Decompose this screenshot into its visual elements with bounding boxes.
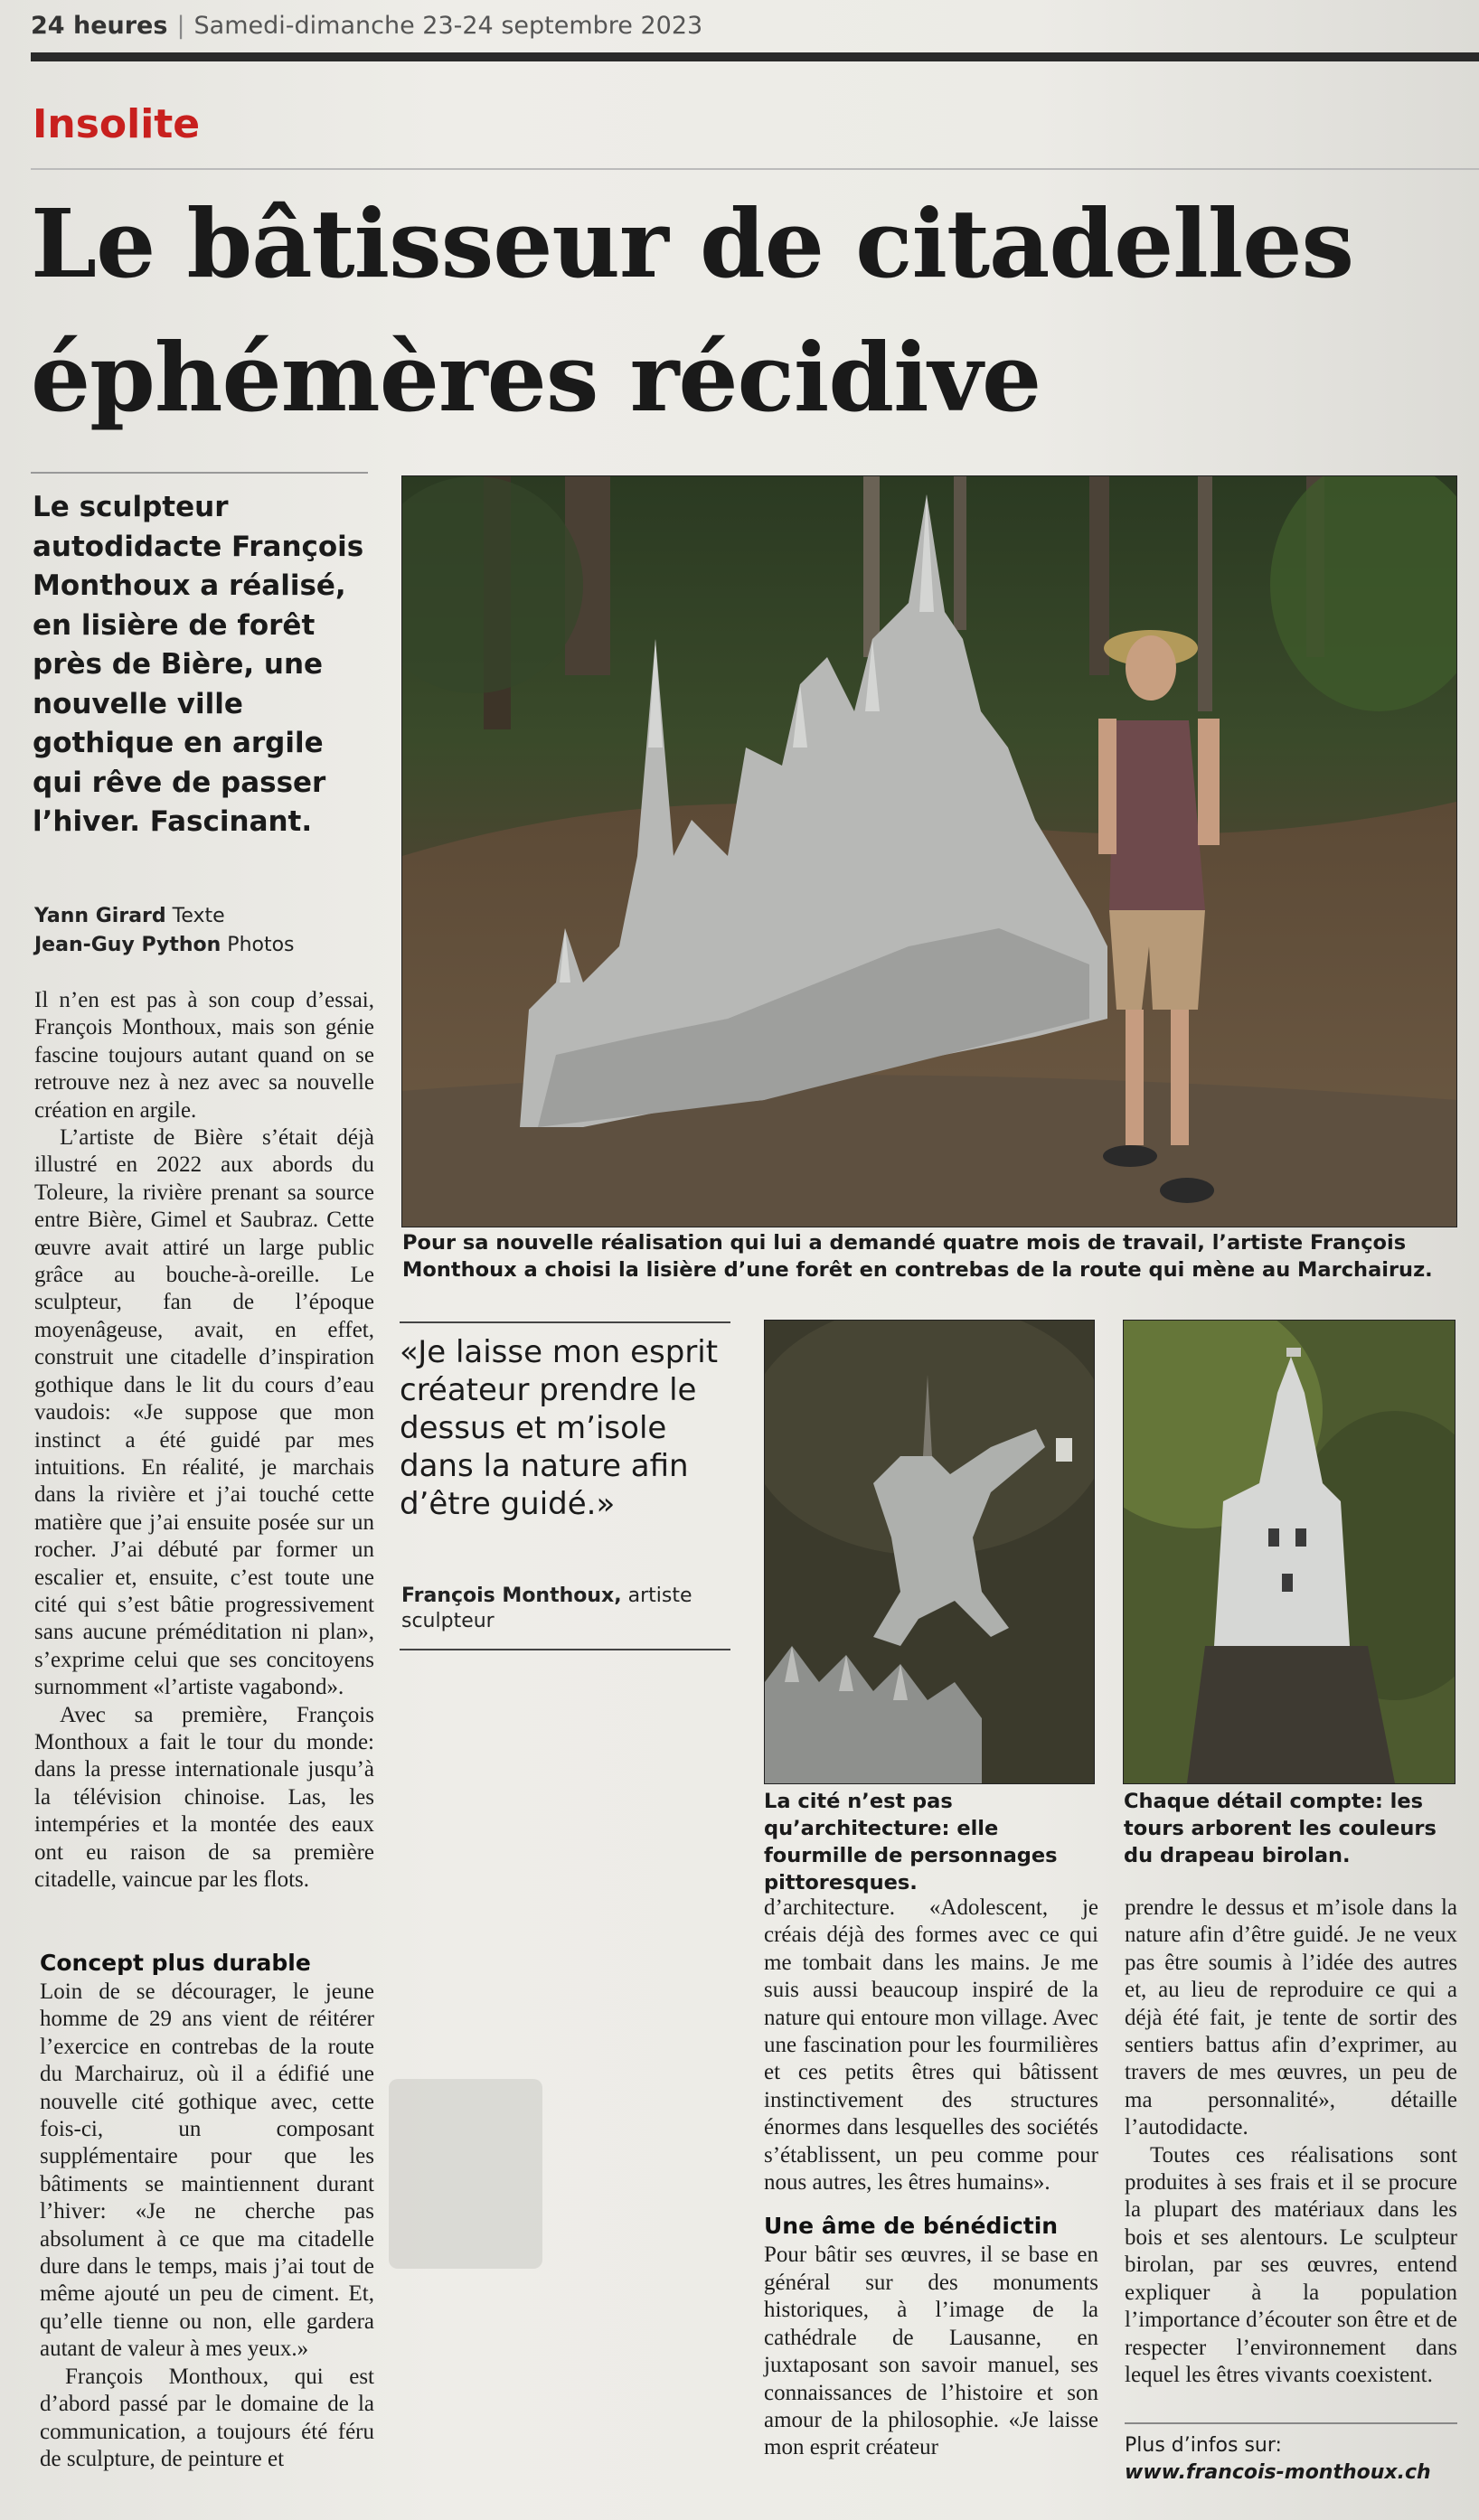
headline: Le bâtisseur de citadelles éphémères récidive xyxy=(31,188,1354,433)
byline-author-text: Yann Girard xyxy=(34,905,166,927)
paragraph: L’artiste de Bière s’était déjà illustré en 2022 aux abords du Toleure, la rivière prenant sa source entre Bière, Gimel et Saubraz. Cette œuvre avait attiré un large public grâce au bouche-à-oreille. Le sculpteur, fan de l’époque moyenâgeuse, avait, en effet, construit une citadelle d’inspiration gothique dans le lit du cours d’eau vaudois: «Je suppose que mon instinct a été guidé par mes intuitions. En réalité, je marchais dans la rivière et j’ai touché cette matière que j’ai ensuite posée sur un rocher. J’ai débuté par former un escalier et, ensuite, c’est toute une cité qui s’est bâtie progressivement sans aucune préméditation ni plan», s’exprime celui que ses concitoyens surnomment «l’artiste vagabond». xyxy=(34,1125,374,1700)
main-photo-citadel xyxy=(401,475,1457,1227)
photo-clay-figure xyxy=(764,1320,1095,1784)
masthead xyxy=(31,7,702,43)
article-column-1-bottom xyxy=(40,1950,374,2473)
clay-tower-caption: Chaque détail compte: les tours arborent les couleurs du drapeau birolan. xyxy=(1124,1790,1437,1867)
byline-author-photos: Jean-Guy Python xyxy=(34,934,221,956)
more-info-rule xyxy=(1125,2422,1457,2424)
more-info-label: Plus d’infos sur: xyxy=(1125,2434,1282,2457)
newspaper-brand: 24 heures xyxy=(31,11,168,40)
paragraph: Toutes ces réalisations sont produites à ses frais et il se procure la plupart des matériaux dans les bois et ses alentours. Le sculpteur birolan, par ses œuvres, entend expliquer à la population l’importance d’écouter son être et de respecter l’environnement dans lequel les êtres vivants coexistent. xyxy=(1125,2142,1457,2387)
paragraph: prendre le dessus et m’isole dans la nature afin d’être guidé. Je ne veux pas être soumis à l’idée des autres et, au lieu de reproduire ce qui a déjà été fait, je tente de sortir des sentiers battus afin d’exprimer, au travers de mes œuvres, un peu de ma personnalité», détaille l’autodidacte. xyxy=(1125,1895,1457,2140)
photo-clay-tower xyxy=(1123,1320,1455,1784)
quote-author-role: artiste sculpteur xyxy=(401,1584,692,1632)
quote-rule-bottom xyxy=(400,1649,730,1650)
byline xyxy=(34,902,295,960)
lede: Le sculpteur autodidacte François Monthoux a réalisé, en lisière de forêt près de Bière, une nouvelle ville gothique en argile qui rêve de passer l’hiver. Fascinant. xyxy=(33,491,364,838)
subhead: Une âme de bénédictin xyxy=(764,2213,1059,2240)
paragraph: François Monthoux, qui est d’abord passé par le domaine de la communication, a toujours été féru de sculpture, de peinture et xyxy=(40,2364,374,2471)
pull-quote-attribution xyxy=(401,1584,738,1634)
paragraph: Pour bâtir ses œuvres, il se base en général sur des monuments historiques, à l’image de la cathédrale de Lausanne, en juxtaposant son savoir manuel, ses connaissances de l’histoire et son amour de la philosophie. «Je laisse mon esprit créateur xyxy=(764,2243,1098,2460)
subhead: Concept plus durable xyxy=(40,1950,311,1976)
article-column-3 xyxy=(764,1895,1098,2462)
article-column-1-top xyxy=(34,987,374,1894)
paragraph: Loin de se décourager, le jeune homme de 29 ans vient de réitérer l’exercice en contrebas de la route du Marchairuz, où il a édifié une nouvelle cité gothique avec, cette fois-ci, un composant supplémentaire pour que les bâtiments se maintiennent durant l’hiver: «Je ne cherche pas absolument à ce que ma citadelle dure dans le temps, mais j’ai tout de même ajouté un peu de ciment. Et, qu’elle tienne ou non, elle gardera autant de valeur à mes yeux.» xyxy=(40,1979,374,2362)
more-info xyxy=(1125,2432,1431,2487)
pull-quote: «Je laisse mon esprit créateur prendre le dessus et m’isole dans la nature afin d’être guidé.» xyxy=(400,1334,719,1522)
masthead-separator: | xyxy=(176,11,185,40)
article-column-4 xyxy=(1125,1895,1457,2389)
masthead-rule xyxy=(31,52,1479,61)
website-link[interactable]: www.francois-monthoux.ch xyxy=(1125,2461,1431,2484)
main-photo-caption: Pour sa nouvelle réalisation qui lui a demandé quatre mois de travail, l’artiste François Monthoux a choisi la lisière d’une forêt en contrebas de la route qui mène au Marchairuz. xyxy=(402,1231,1433,1282)
byline-role-text: Texte xyxy=(172,905,225,927)
bleed-through-mark xyxy=(380,2061,551,2287)
quote-author: François Monthoux, xyxy=(401,1584,622,1607)
lede-rule xyxy=(31,472,368,474)
section-label: Insolite xyxy=(33,101,201,147)
paragraph: d’architecture. «Adolescent, je créais déjà des formes avec ce qui me tombait dans les mains. Je me suis aussi beaucoup inspiré de la nature qui entoure mon village. Avec une fascination pour les fourmilières et ces petits êtres qui bâtissent instinctivement des structures énormes dans lesquelles des sociétés s’établissent, un peu comme pour nous autres, les êtres humains». xyxy=(764,1895,1098,2196)
clay-figure-caption: La cité n’est pas qu’architecture: elle fourmille de personnages pittoresques. xyxy=(764,1790,1058,1895)
section-rule xyxy=(31,168,1479,170)
quote-rule-top xyxy=(400,1321,730,1323)
issue-date: Samedi-dimanche 23-24 septembre 2023 xyxy=(193,11,703,40)
paragraph: Avec sa première, François Monthoux a fait le tour du monde: dans la presse internationale jusqu’à la télévision chinoise. Las, les intempéries et la montée des eaux ont eu raison de sa première citadelle, vaincue par les flots. xyxy=(34,1702,374,1892)
paragraph: Il n’en est pas à son coup d’essai, François Monthoux, mais son génie fascine toujours autant quand on se retrouve nez à nez avec sa nouvelle création en argile. xyxy=(34,988,374,1123)
byline-role-photos: Photos xyxy=(227,934,295,956)
